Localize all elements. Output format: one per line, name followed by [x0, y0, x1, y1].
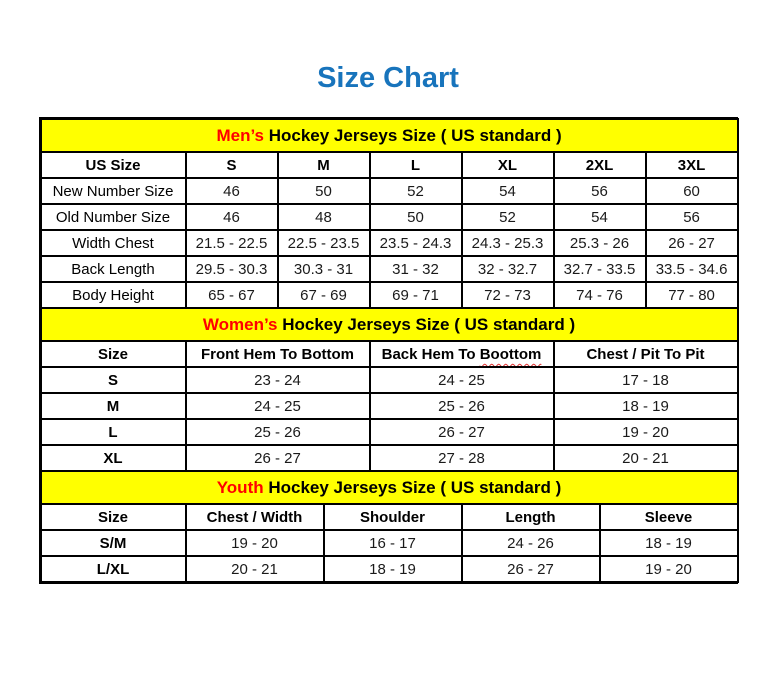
table-row — [41, 282, 738, 308]
column-header: 3XL — [646, 152, 738, 178]
table-row — [41, 204, 738, 230]
table-row — [41, 445, 738, 471]
youth-section-header — [41, 471, 738, 504]
column-header: Sleeve — [600, 504, 738, 530]
table-cell: 26 - 27 — [462, 556, 600, 582]
table-cell: 54 — [554, 204, 646, 230]
womens-column-header-row — [41, 341, 738, 367]
row-label: L/XL — [41, 556, 186, 582]
table-cell: 23.5 - 24.3 — [370, 230, 462, 256]
column-header: 2XL — [554, 152, 646, 178]
womens-header-highlight: Women’s — [202, 314, 278, 334]
table-row — [41, 178, 738, 204]
table-cell: 52 — [370, 178, 462, 204]
size-chart-tables — [39, 117, 738, 584]
table-row — [41, 393, 738, 419]
table-cell: 48 — [278, 204, 370, 230]
table-cell: 50 — [370, 204, 462, 230]
mens-section-header-row — [41, 119, 738, 152]
table-cell: 23 - 24 — [186, 367, 370, 393]
row-label: Old Number Size — [41, 204, 186, 230]
table-row — [41, 230, 738, 256]
row-label: M — [41, 393, 186, 419]
table-cell: 72 - 73 — [462, 282, 554, 308]
column-header: L — [370, 152, 462, 178]
youth-header-rest: Hockey Jerseys Size ( US standard ) — [263, 477, 562, 497]
table-cell: 16 - 17 — [324, 530, 462, 556]
table-cell: 24.3 - 25.3 — [462, 230, 554, 256]
column-header: Shoulder — [324, 504, 462, 530]
table-cell: 26 - 27 — [646, 230, 738, 256]
table-cell: 29.5 - 30.3 — [186, 256, 278, 282]
column-header: XL — [462, 152, 554, 178]
table-cell: 24 - 25 — [370, 367, 554, 393]
table-cell: 26 - 27 — [370, 419, 554, 445]
table-cell: 54 — [462, 178, 554, 204]
womens-section-header — [41, 308, 738, 341]
mens-size-table — [40, 118, 739, 309]
column-header: S — [186, 152, 278, 178]
row-label: Back Length — [41, 256, 186, 282]
table-cell: 20 - 21 — [554, 445, 738, 471]
table-cell: 24 - 25 — [186, 393, 370, 419]
table-cell: 20 - 21 — [186, 556, 324, 582]
column-header-text: Back Hem To — [381, 345, 480, 363]
table-cell: 21.5 - 22.5 — [186, 230, 278, 256]
table-cell: 60 — [646, 178, 738, 204]
table-cell: 25 - 26 — [370, 393, 554, 419]
table-cell: 27 - 28 — [370, 445, 554, 471]
column-header: Size — [41, 341, 186, 367]
row-label: Width Chest — [41, 230, 186, 256]
table-cell: 31 - 32 — [370, 256, 462, 282]
column-header: US Size — [41, 152, 186, 178]
table-cell: 32.7 - 33.5 — [554, 256, 646, 282]
table-cell: 17 - 18 — [554, 367, 738, 393]
table-cell: 26 - 27 — [186, 445, 370, 471]
table-row — [41, 530, 738, 556]
table-row — [41, 419, 738, 445]
table-cell: 50 — [278, 178, 370, 204]
column-header: Chest / Width — [186, 504, 324, 530]
column-header: Chest / Pit To Pit — [554, 341, 738, 367]
row-label: New Number Size — [41, 178, 186, 204]
womens-size-table — [40, 307, 739, 472]
table-cell: 18 - 19 — [324, 556, 462, 582]
table-cell: 19 - 20 — [554, 419, 738, 445]
youth-section-header-row — [41, 471, 738, 504]
mens-header-highlight: Men’s — [216, 125, 264, 145]
table-cell: 32 - 32.7 — [462, 256, 554, 282]
table-row — [41, 556, 738, 582]
row-label: S — [41, 367, 186, 393]
youth-size-table — [40, 470, 739, 583]
womens-section-header-row — [41, 308, 738, 341]
table-row — [41, 256, 738, 282]
womens-header-rest: Hockey Jerseys Size ( US standard ) — [277, 314, 576, 334]
table-cell: 46 — [186, 178, 278, 204]
row-label: L — [41, 419, 186, 445]
table-cell: 25 - 26 — [186, 419, 370, 445]
page-title: Size Chart — [317, 62, 459, 94]
mens-column-header-row — [41, 152, 738, 178]
table-cell: 19 - 20 — [186, 530, 324, 556]
column-header — [370, 341, 554, 367]
youth-column-header-row — [41, 504, 738, 530]
table-cell: 30.3 - 31 — [278, 256, 370, 282]
table-cell: 69 - 71 — [370, 282, 462, 308]
table-cell: 67 - 69 — [278, 282, 370, 308]
table-row — [41, 367, 738, 393]
column-header: M — [278, 152, 370, 178]
table-cell: 18 - 19 — [554, 393, 738, 419]
row-label: XL — [41, 445, 186, 471]
table-cell: 56 — [554, 178, 646, 204]
table-cell: 19 - 20 — [600, 556, 738, 582]
column-header: Size — [41, 504, 186, 530]
mens-section-header — [41, 119, 738, 152]
table-cell: 24 - 26 — [462, 530, 600, 556]
column-header: Length — [462, 504, 600, 530]
row-label: S/M — [41, 530, 186, 556]
misspelled-word: Boottom — [479, 345, 542, 363]
row-label: Body Height — [41, 282, 186, 308]
table-cell: 52 — [462, 204, 554, 230]
table-cell: 18 - 19 — [600, 530, 738, 556]
youth-header-highlight: Youth — [216, 477, 264, 497]
column-header: Front Hem To Bottom — [186, 341, 370, 367]
table-cell: 33.5 - 34.6 — [646, 256, 738, 282]
table-cell: 46 — [186, 204, 278, 230]
table-cell: 25.3 - 26 — [554, 230, 646, 256]
table-cell: 74 - 76 — [554, 282, 646, 308]
table-cell: 77 - 80 — [646, 282, 738, 308]
table-cell: 22.5 - 23.5 — [278, 230, 370, 256]
table-cell: 56 — [646, 204, 738, 230]
table-cell: 65 - 67 — [186, 282, 278, 308]
mens-header-rest: Hockey Jerseys Size ( US standard ) — [264, 125, 562, 145]
